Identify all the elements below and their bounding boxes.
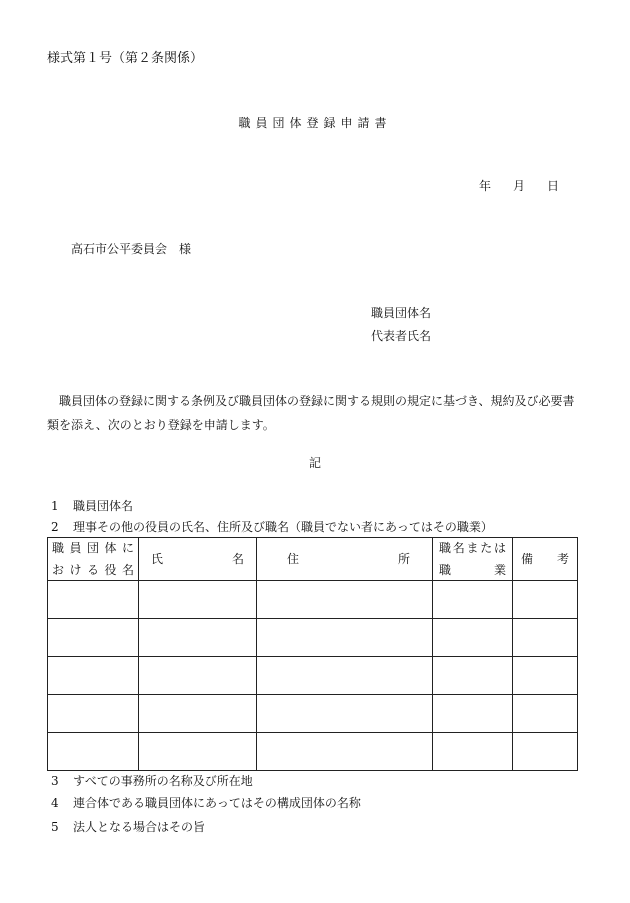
table-cell[interactable] xyxy=(513,657,578,695)
table-cell[interactable] xyxy=(433,657,513,695)
table-cell[interactable] xyxy=(48,619,139,657)
item-text: 職員団体名 xyxy=(73,499,134,513)
table-cell[interactable] xyxy=(257,619,433,657)
header-role-line1: 職員団体に xyxy=(52,541,134,555)
table-row xyxy=(48,619,578,657)
table-cell[interactable] xyxy=(48,581,139,619)
table-cell[interactable] xyxy=(513,695,578,733)
table-cell[interactable] xyxy=(139,657,257,695)
header-job xyxy=(433,538,513,581)
header-job-line1: 職名または xyxy=(439,541,506,555)
header-role xyxy=(48,538,139,581)
header-address-text: 住所 xyxy=(287,552,410,566)
item-number: 4 xyxy=(51,796,59,810)
table-cell[interactable] xyxy=(139,733,257,771)
table-row xyxy=(48,581,578,619)
header-address xyxy=(257,538,433,581)
item-number: 2 xyxy=(51,520,59,534)
date-month-label: 月 xyxy=(513,179,526,193)
header-job-line2: 職業 xyxy=(439,563,506,577)
list-item xyxy=(51,775,253,787)
header-name-text: 氏名 xyxy=(151,552,244,566)
item-number: 5 xyxy=(51,820,59,834)
table-row xyxy=(48,733,578,771)
item-text: すべての事務所の名称及び所在地 xyxy=(73,774,253,788)
table-cell[interactable] xyxy=(48,657,139,695)
table-row xyxy=(48,657,578,695)
list-item xyxy=(51,521,493,533)
table-row xyxy=(48,695,578,733)
item-text: 法人となる場合はその旨 xyxy=(73,820,206,834)
table-cell[interactable] xyxy=(257,581,433,619)
date-day-label: 日 xyxy=(547,179,560,193)
table-cell[interactable] xyxy=(433,733,513,771)
list-item xyxy=(51,500,133,512)
ki-heading: 記 xyxy=(308,456,321,470)
officers-table xyxy=(47,537,578,771)
header-name xyxy=(139,538,257,581)
table-cell[interactable] xyxy=(513,733,578,771)
table-header-row xyxy=(48,538,578,581)
table-cell[interactable] xyxy=(513,619,578,657)
table-cell[interactable] xyxy=(433,619,513,657)
table-cell[interactable] xyxy=(257,657,433,695)
item-text: 連合体である職員団体にあってはその構成団体の名称 xyxy=(73,796,361,810)
table-cell[interactable] xyxy=(48,695,139,733)
header-note xyxy=(513,538,578,581)
table-cell[interactable] xyxy=(433,581,513,619)
table-cell[interactable] xyxy=(433,695,513,733)
org-name-label: 職員団体名 xyxy=(371,306,432,320)
header-role-line2: おける役名 xyxy=(52,563,134,577)
date-year-label: 年 xyxy=(479,179,492,193)
item-number: 3 xyxy=(51,774,59,788)
representative-name-label: 代表者氏名 xyxy=(371,329,432,343)
item-text: 理事その他の役員の氏名、住所及び職名（職員でない者にあってはその職業） xyxy=(73,520,493,534)
list-item xyxy=(51,797,361,809)
table-cell[interactable] xyxy=(48,733,139,771)
header-note-text: 備考 xyxy=(521,552,569,566)
table-cell[interactable] xyxy=(139,619,257,657)
application-statement xyxy=(47,389,582,437)
table-cell[interactable] xyxy=(139,695,257,733)
list-item xyxy=(51,821,205,833)
item-number: 1 xyxy=(51,499,59,513)
table-cell[interactable] xyxy=(139,581,257,619)
application-statement-text: 職員団体の登録に関する条例及び職員団体の登録に関する規則の規定に基づき、規約及び必要書類を添え、次のとおり登録を申請します。 xyxy=(47,394,575,432)
table-cell[interactable] xyxy=(257,695,433,733)
addressee: 高石市公平委員会 様 xyxy=(71,242,192,256)
document-title: 職員団体登録申請書 xyxy=(238,116,392,130)
table-cell[interactable] xyxy=(513,581,578,619)
table-cell[interactable] xyxy=(257,733,433,771)
form-number: 様式第１号（第２条関係） xyxy=(47,51,204,66)
